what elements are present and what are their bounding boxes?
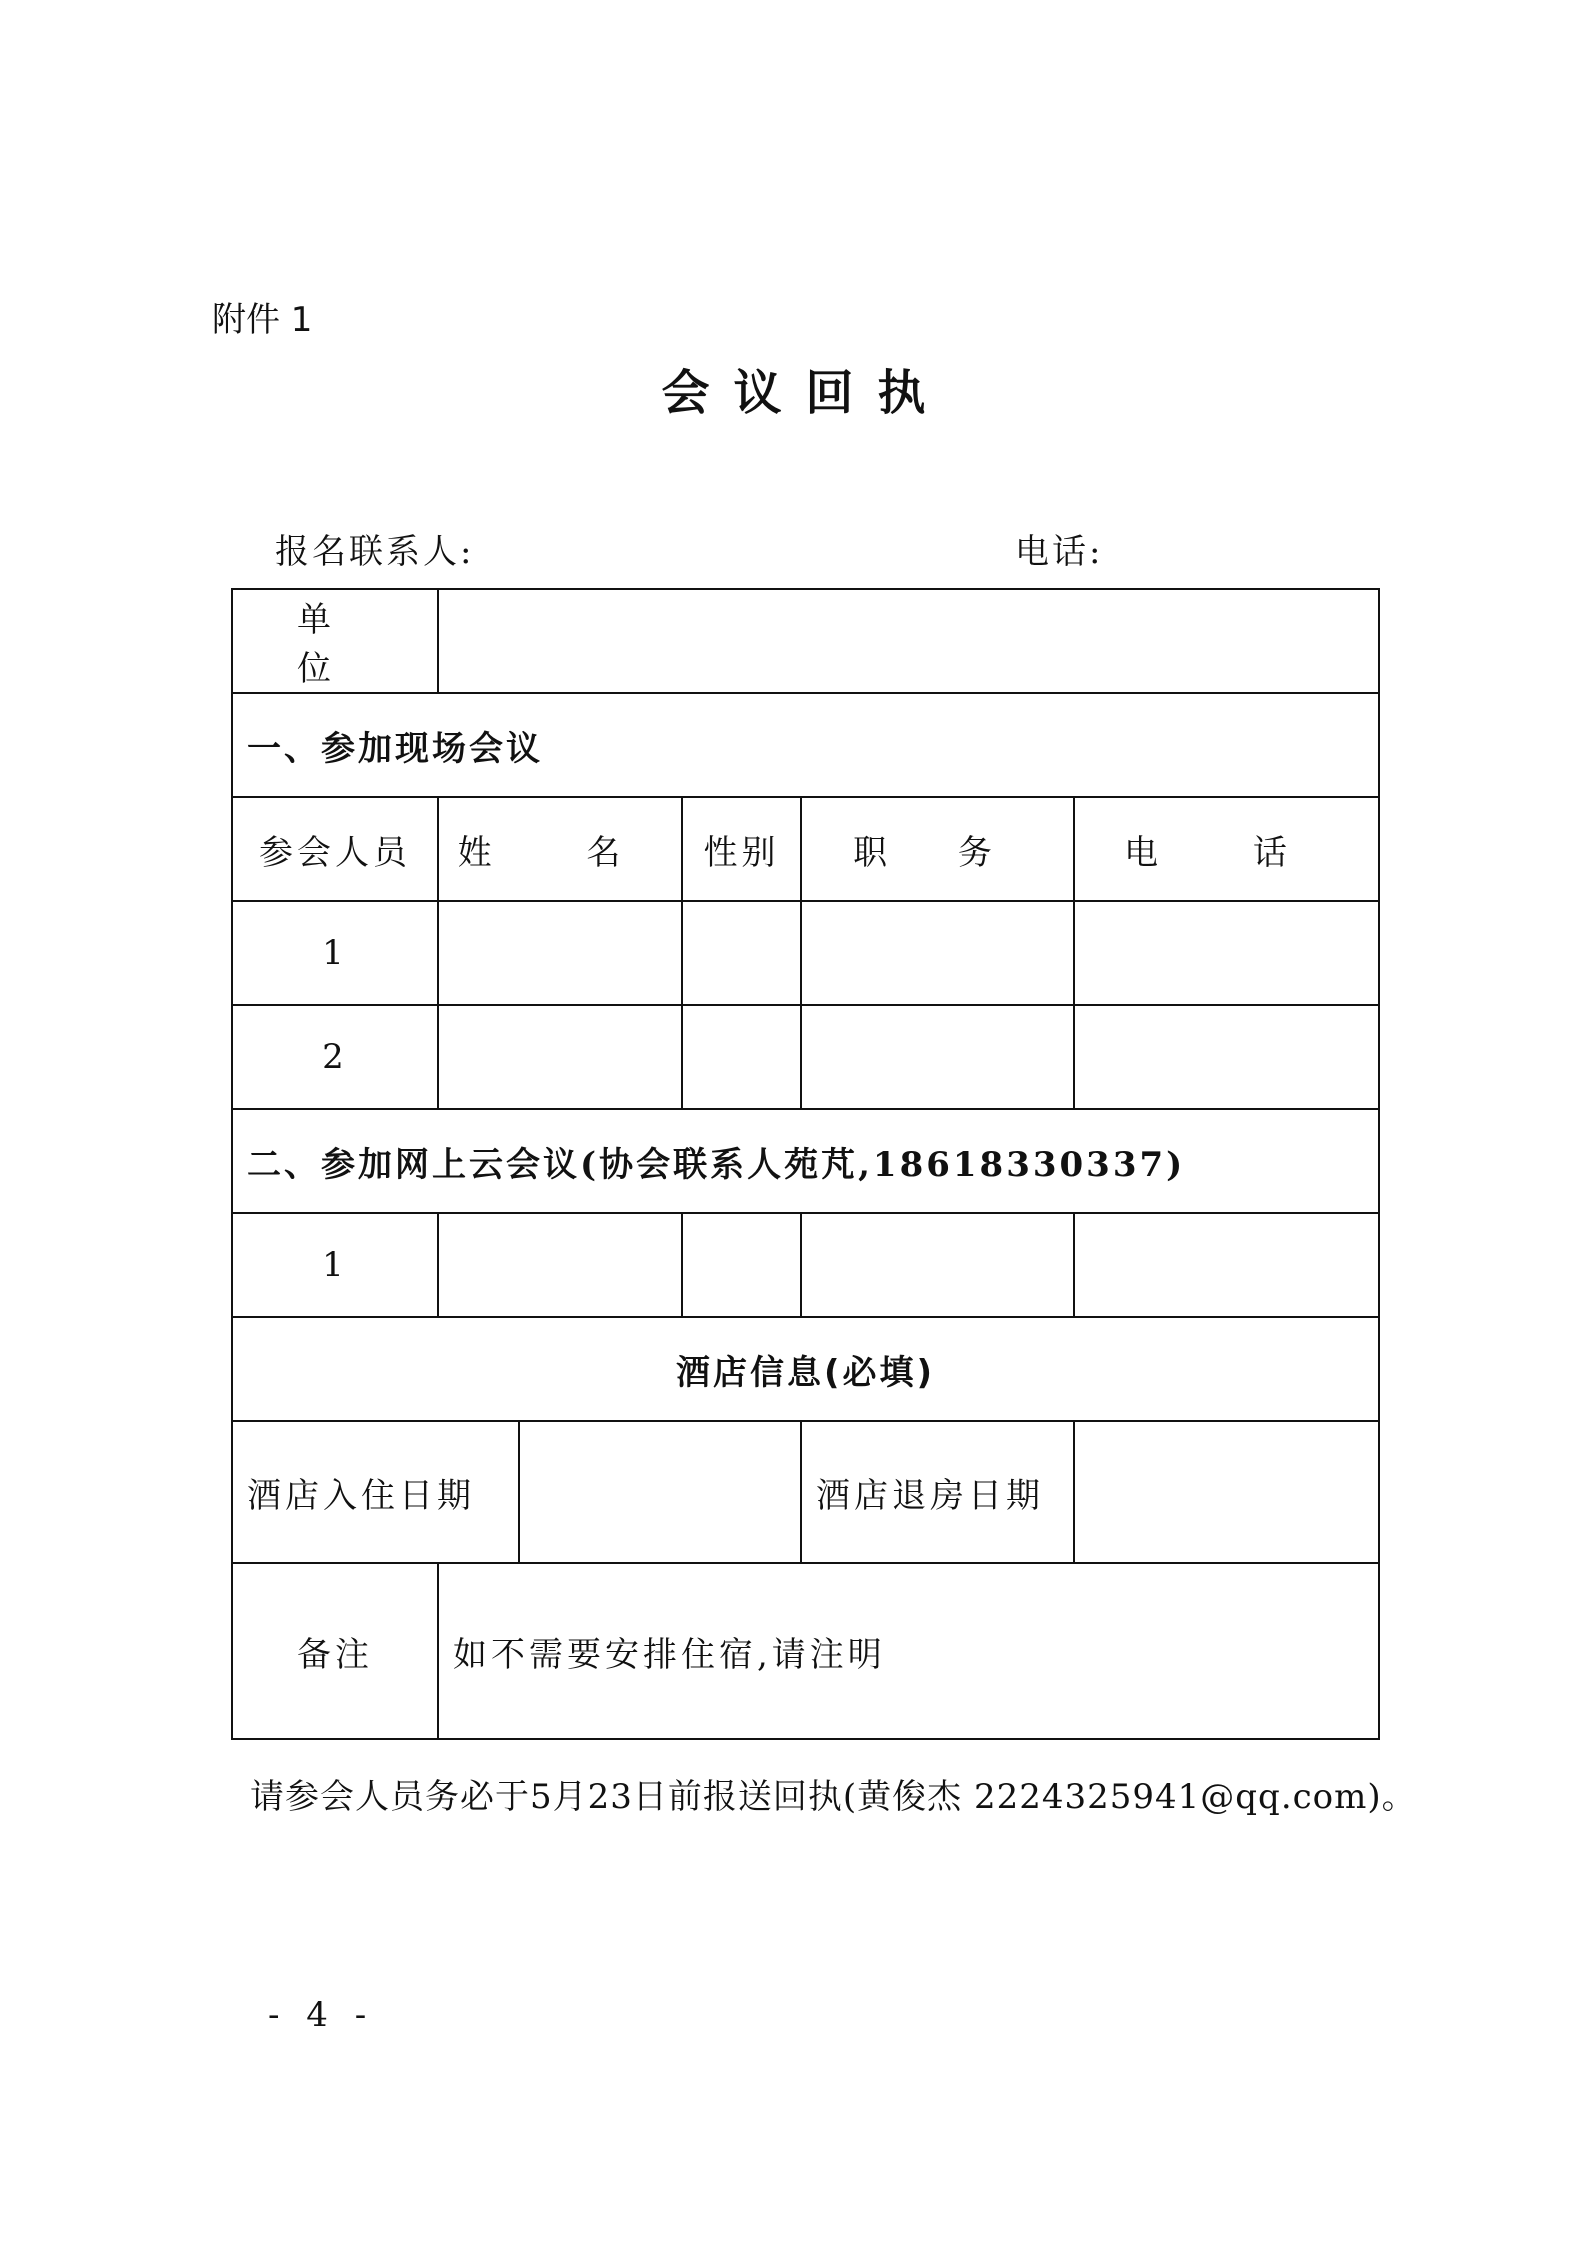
row-number: 1 — [232, 901, 438, 1005]
position-input-cell[interactable] — [801, 1005, 1074, 1109]
checkout-date-label: 酒店退房日期 — [801, 1421, 1074, 1563]
hotel-info-heading: 酒店信息(必填) — [232, 1317, 1379, 1421]
unit-input-cell[interactable] — [438, 589, 1379, 693]
unit-label: 单 位 — [232, 589, 438, 693]
table-row — [232, 1005, 1379, 1109]
row-number: 1 — [232, 1213, 438, 1317]
section-onsite-meeting: 一、参加现场会议 — [232, 693, 1379, 797]
gender-input-cell[interactable] — [682, 901, 801, 1005]
column-header-attendee: 参会人员 — [232, 797, 438, 901]
remark-text: 如不需要安排住宿,请注明 — [453, 1634, 886, 1675]
position-input-cell[interactable] — [801, 901, 1074, 1005]
column-header-name: 姓 名 — [438, 797, 682, 901]
name-input-cell[interactable] — [438, 1005, 682, 1109]
attachment-label: 附件 1 — [212, 300, 313, 340]
row-number: 2 — [232, 1005, 438, 1109]
column-header-phone: 电 话 — [1074, 797, 1379, 901]
remark-label: 备注 — [232, 1563, 438, 1739]
checkin-date-input-cell[interactable] — [519, 1421, 801, 1563]
phone-input-cell[interactable] — [1074, 1213, 1379, 1317]
checkout-date-input-cell[interactable] — [1074, 1421, 1379, 1563]
name-input-cell[interactable] — [438, 1213, 682, 1317]
name-input-cell[interactable] — [438, 901, 682, 1005]
gender-input-cell[interactable] — [682, 1005, 801, 1109]
gender-input-cell[interactable] — [682, 1213, 801, 1317]
remark-input-cell[interactable] — [438, 1563, 1379, 1739]
page-title: 会议回执 — [661, 365, 950, 421]
page-number: - 4 - — [268, 1995, 375, 2035]
phone-input-cell[interactable] — [1074, 1005, 1379, 1109]
checkin-date-label: 酒店入住日期 — [232, 1421, 519, 1563]
table-row — [232, 1213, 1379, 1317]
column-header-position: 职 务 — [801, 797, 1074, 901]
column-header-gender: 性别 — [682, 797, 801, 901]
registration-form-table — [231, 588, 1380, 1740]
section-online-meeting: 二、参加网上云会议(协会联系人苑芃,18618330337) — [232, 1109, 1379, 1213]
phone-input-cell[interactable] — [1074, 901, 1379, 1005]
submission-note: 请参会人员务必于5月23日前报送回执(黄俊杰 2224325941@qq.com)。 — [250, 1777, 1417, 1817]
table-row — [232, 901, 1379, 1005]
contact-phone-label: 电话: — [1015, 532, 1104, 572]
contact-person-label: 报名联系人: — [275, 532, 475, 572]
position-input-cell[interactable] — [801, 1213, 1074, 1317]
